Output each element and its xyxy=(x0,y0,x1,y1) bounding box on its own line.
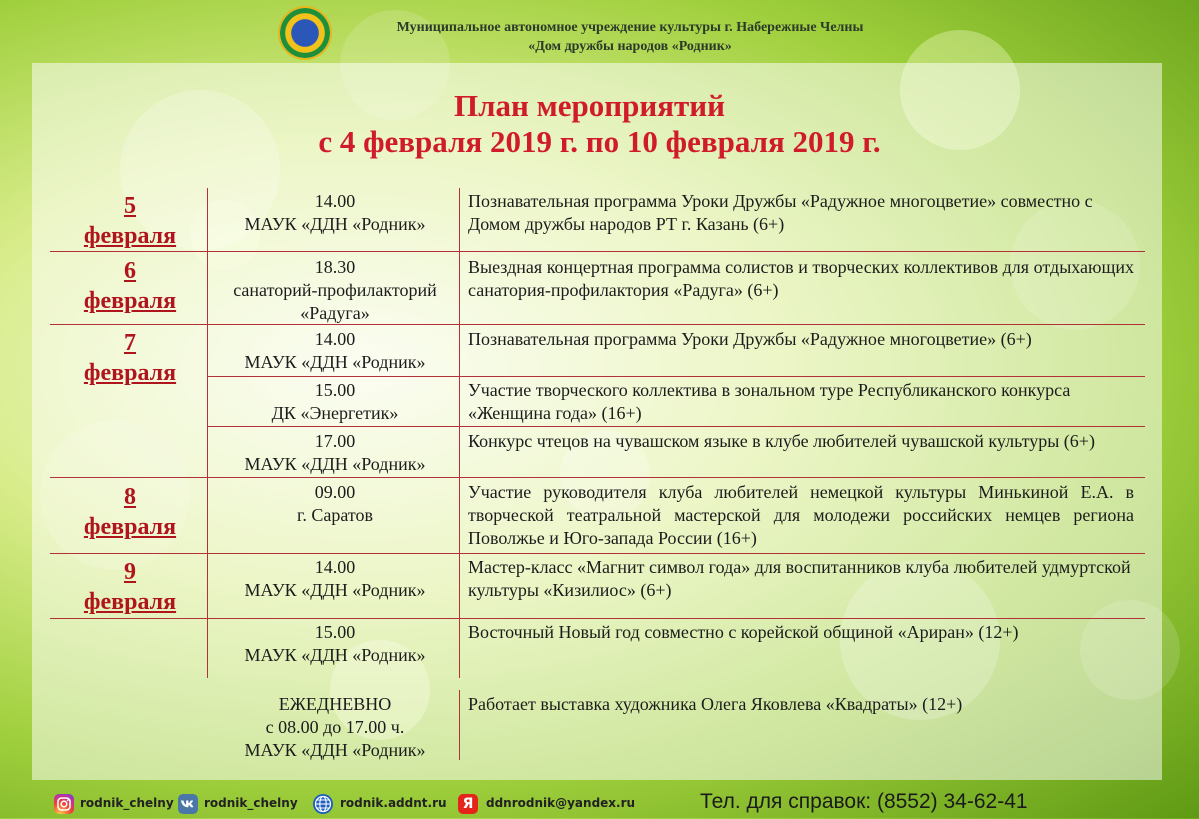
event-time-place xyxy=(210,328,460,374)
date-month: февраля xyxy=(83,514,177,540)
yandex-glyph: Я xyxy=(462,796,474,812)
instagram-icon[interactable] xyxy=(54,794,74,814)
row-divider xyxy=(50,251,1145,252)
event-time-place xyxy=(210,256,460,325)
row-divider xyxy=(50,477,1145,478)
date-month: февраля xyxy=(83,360,177,386)
vk-link[interactable]: rodnik_chelny xyxy=(204,796,298,810)
daily-time-place xyxy=(210,693,460,762)
event-time: 15.00 xyxy=(314,622,356,642)
event-description: Мастер-класс «Магнит символ года» для воспитанников клуба любителей удмуртской культуры «Кизилиос» (6+) xyxy=(468,557,1131,600)
event-place: г. Саратов xyxy=(297,505,373,525)
daily-label: ЕЖЕДНЕВНО xyxy=(278,694,392,714)
event-description: Познавательная программа Уроки Дружбы «Радужное многоцветие» совместно с Домом дружбы народов РТ г. Казань (6+) xyxy=(468,191,1093,234)
event-place: ДК «Энергетик» xyxy=(271,403,399,423)
organization-logo xyxy=(280,8,330,58)
event-description: Участие руководителя клуба любителей немецкой культуры Минькиной Е.А. в творческой театральной мастерской для молодежи российских немцев региона Поволжье и Юго-запада России (16+) xyxy=(468,482,1134,548)
page-subtitle-period: с 4 февраля 2019 г. по 10 февраля 2019 г. xyxy=(318,124,881,159)
vk-icon[interactable] xyxy=(178,794,198,814)
yandex-icon[interactable] xyxy=(458,794,478,814)
event-place: МАУК «ДДН «Родник» xyxy=(244,352,426,372)
event-time: 15.00 xyxy=(314,380,356,400)
date-cell xyxy=(65,191,195,251)
event-time: 09.00 xyxy=(314,482,356,502)
date-month: февраля xyxy=(83,589,177,615)
date-month: февраля xyxy=(83,223,177,249)
date-month: февраля xyxy=(83,288,177,314)
page-title: План мероприятий xyxy=(454,88,725,123)
event-description: Восточный Новый год совместно с корейской общиной «Ариран» (12+) xyxy=(468,622,1019,642)
date-cell xyxy=(65,482,195,542)
globe-icon[interactable] xyxy=(313,794,333,814)
organization-name-line2: «Дом дружбы народов «Родник» xyxy=(528,39,732,54)
event-time-place xyxy=(210,481,460,527)
row-divider xyxy=(50,618,1145,619)
date-cell xyxy=(65,256,195,316)
email-link[interactable]: ddnrodnik@yandex.ru xyxy=(486,796,636,810)
daily-hours: с 08.00 до 17.00 ч. xyxy=(265,717,405,737)
event-place: МАУК «ДДН «Родник» xyxy=(244,214,426,234)
phone-info: Тел. для справок: (8552) 34-62-41 xyxy=(700,790,1028,813)
event-description: Выездная концертная программа солистов и творческих коллективов для отдыхающих санатория-профилактория «Радуга» (6+) xyxy=(468,257,1134,300)
event-time-place xyxy=(210,190,460,236)
event-time-place xyxy=(210,621,460,667)
row-divider xyxy=(50,553,1145,554)
event-time: 14.00 xyxy=(314,329,356,349)
daily-place: МАУК «ДДН «Родник» xyxy=(244,740,426,760)
event-place: санаторий-профилакторий «Радуга» xyxy=(233,280,437,323)
row-divider xyxy=(207,426,1145,427)
date-day: 7 xyxy=(124,330,136,356)
instagram-link[interactable]: rodnik_chelny xyxy=(80,796,174,810)
event-description: Конкурс чтецов на чувашском языке в клубе любителей чувашской культуры (6+) xyxy=(468,431,1095,451)
contacts-footer xyxy=(0,786,1199,818)
organization-name-line1: Муниципальное автономное учреждение культуры г. Набережные Челны xyxy=(396,20,864,35)
website-link[interactable]: rodnik.addnt.ru xyxy=(340,796,447,810)
event-time: 14.00 xyxy=(314,557,356,577)
daily-description: Работает выставка художника Олега Яковлева «Квадраты» (12+) xyxy=(468,694,963,714)
event-time-place xyxy=(210,430,460,476)
event-time: 18.30 xyxy=(314,257,356,277)
event-time-place xyxy=(210,379,460,425)
event-place: МАУК «ДДН «Родник» xyxy=(244,454,426,474)
date-day: 9 xyxy=(124,559,136,585)
event-description: Познавательная программа Уроки Дружбы «Радужное многоцветие» (6+) xyxy=(468,329,1032,349)
date-day: 8 xyxy=(124,484,136,510)
date-day: 5 xyxy=(124,193,136,219)
organization-header xyxy=(280,8,920,58)
date-day: 6 xyxy=(124,258,136,284)
date-cell xyxy=(65,557,195,617)
event-time: 17.00 xyxy=(314,431,356,451)
row-divider xyxy=(207,376,1145,377)
event-place: МАУК «ДДН «Родник» xyxy=(244,580,426,600)
date-cell xyxy=(65,328,195,388)
column-divider xyxy=(207,188,208,678)
event-place: МАУК «ДДН «Родник» xyxy=(244,645,426,665)
event-description: Участие творческого коллектива в зональном туре Республиканского конкурса «Женщина года» (16+) xyxy=(468,380,1071,423)
event-time: 14.00 xyxy=(314,191,356,211)
event-time-place xyxy=(210,556,460,602)
